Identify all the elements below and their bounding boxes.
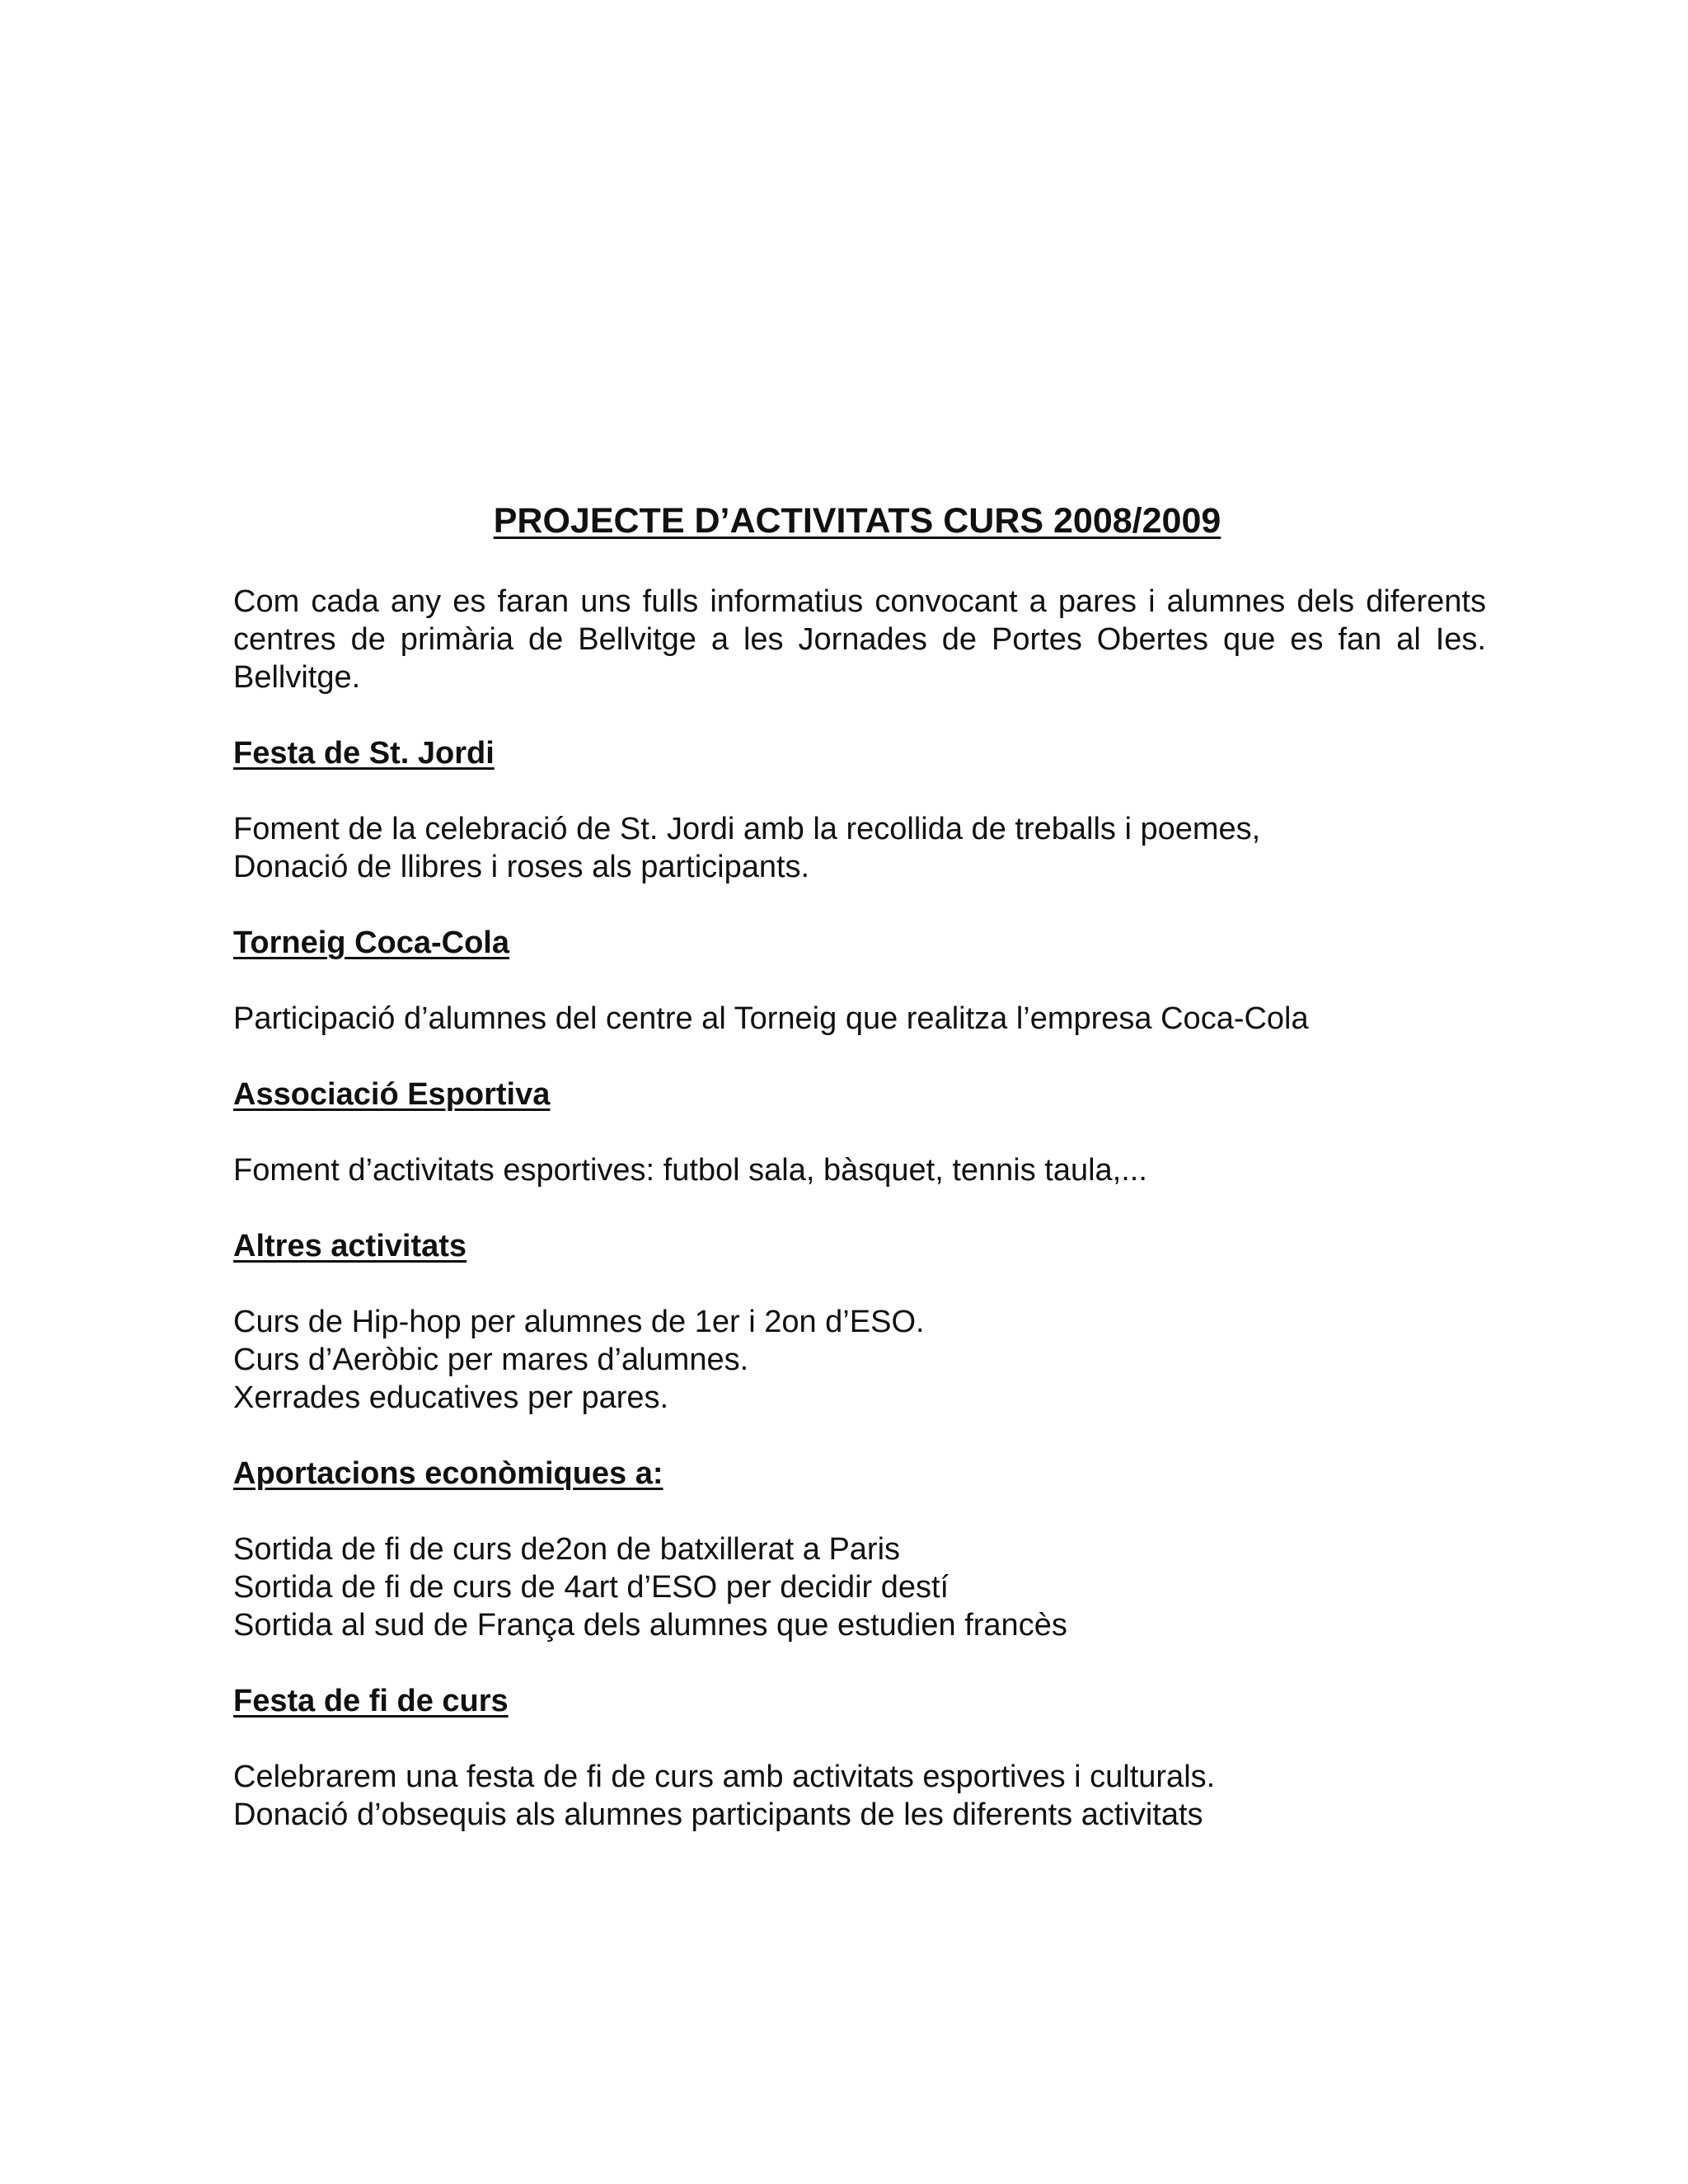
section-text (233, 1303, 1486, 1417)
section-text (233, 1758, 1486, 1834)
section-heading: Associació Esportiva (233, 1077, 551, 1112)
section-associacio-esportiva (233, 1076, 1486, 1189)
section-aportacions-economiques (233, 1455, 1486, 1644)
text-line: Xerrades educatives per pares. (233, 1380, 669, 1415)
text-line: Sortida de fi de curs de 4art d’ESO per decidir destí (233, 1570, 950, 1605)
section-heading: Festa de St. Jordi (233, 736, 495, 771)
text-line: Foment d’activitats esportives: futbol sala, bàsquet, tennis taula,... (233, 1153, 1147, 1188)
section-heading: Torneig Coca-Cola (233, 926, 509, 960)
section-text (233, 1151, 1486, 1189)
text-line: Donació d’obsequis als alumnes participants de les diferents activitats (233, 1797, 1203, 1832)
section-heading: Altres activitats (233, 1229, 467, 1263)
document-title: PROJECTE D’ACTIVITATS CURS 2008/2009 (493, 501, 1221, 541)
section-festa-fi-de-curs (233, 1682, 1486, 1834)
text-line: Foment de la celebració de St. Jordi amb la recollida de treballs i poemes, (233, 812, 1261, 846)
text-line: Sortida de fi de curs de2on de batxillerat a Paris (233, 1532, 901, 1567)
text-line: Sortida al sud de França dels alumnes que estudien francès (233, 1608, 1067, 1643)
section-heading: Aportacions econòmiques a: (233, 1456, 663, 1491)
section-heading: Festa de fi de curs (233, 1684, 509, 1718)
intro-paragraph: Com cada any es faran uns fulls informatius convocant a pares i alumnes dels diferents centres de primària de Bellvitge a les Jornades de Portes Obertes que es fan al Ies. Bellvitge. (233, 584, 1486, 695)
section-text (233, 1530, 1486, 1644)
section-festa-st-jordi (233, 734, 1486, 886)
section-text (233, 1000, 1486, 1038)
text-line: Curs d’Aeròbic per mares d’alumnes. (233, 1343, 749, 1377)
text-line: Celebrarem una festa de fi de curs amb activitats esportives i culturals. (233, 1760, 1216, 1794)
text-line: Participació d’alumnes del centre al Torneig que realitza l’empresa Coca-Cola (233, 1001, 1309, 1036)
section-altres-activitats (233, 1227, 1486, 1417)
section-torneig-coca-cola (233, 924, 1486, 1038)
section-text (233, 810, 1486, 886)
text-line: Donació de llibres i roses als participants. (233, 850, 810, 884)
text-line: Curs de Hip-hop per alumnes de 1er i 2on d’ESO. (233, 1305, 925, 1339)
document-body (233, 583, 1486, 1872)
